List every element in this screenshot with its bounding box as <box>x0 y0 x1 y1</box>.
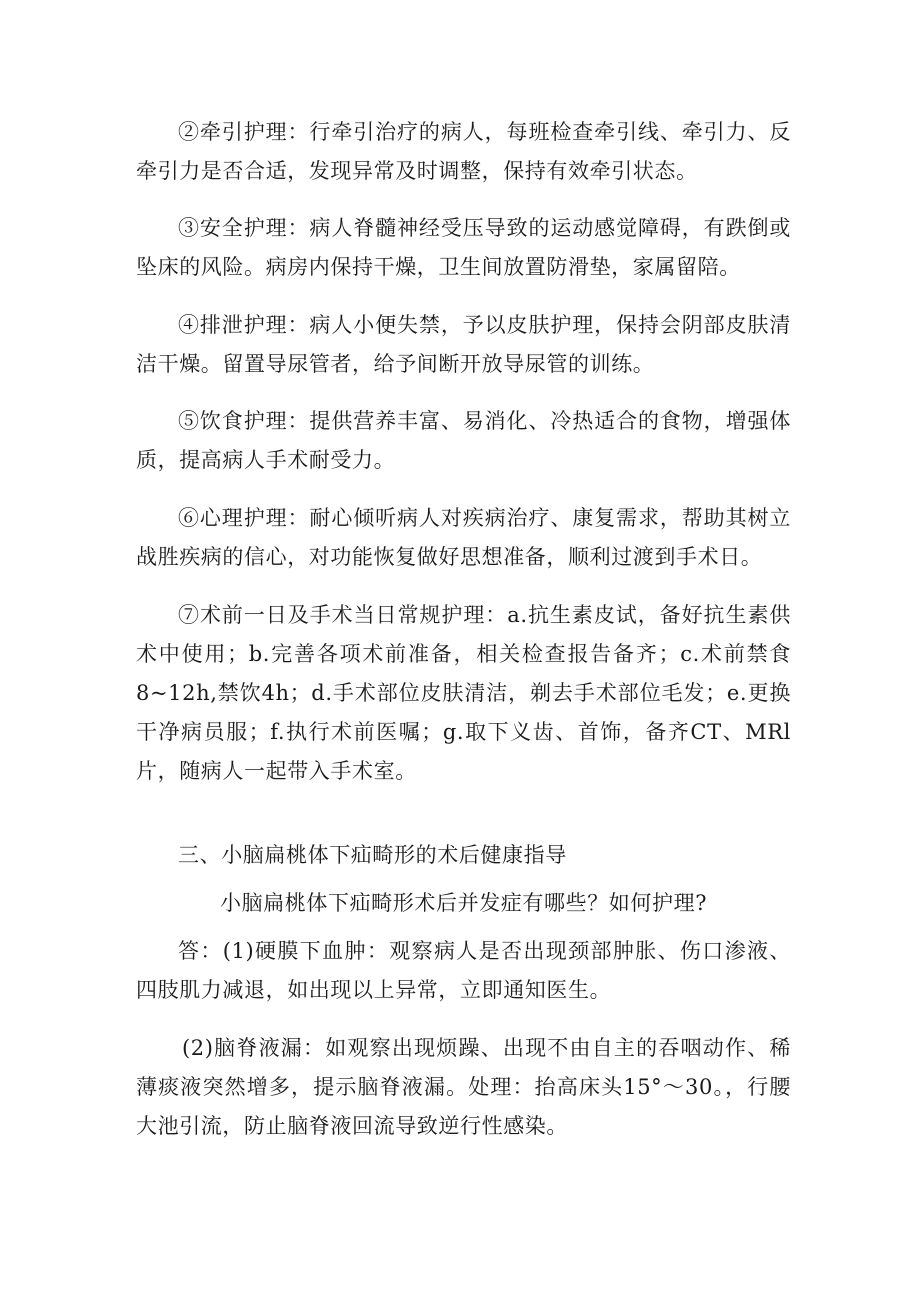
paragraph-safety-care: ③安全护理：病人脊髓神经受压导致的运动感觉障碍，有跌倒或坠床的风险。病房内保持干燥，卫生间放置防滑垫，家属留陪。 <box>136 216 791 279</box>
paragraph-traction-care: ②牵引护理：行牵引治疗的病人，每班检查牵引线、牵引力、反牵引力是否合适，发现异常及时调整，保持有效牵引状态。 <box>136 120 791 183</box>
paragraph-psychological-care: ⑥心理护理：耐心倾听病人对疾病治疗、康复需求，帮助其树立战胜疾病的信心，对功能恢复做好思想准备，顺利过渡到手术日。 <box>136 506 791 569</box>
paragraph-diet-care: ⑤饮食护理：提供营养丰富、易消化、冷热适合的食物，增强体质，提高病人手术耐受力。 <box>136 409 791 472</box>
paragraph-excretion-care: ④排泄护理：病人小便失禁，予以皮肤护理，保持会阴部皮肤清洁干燥。留置导尿管者，给予间断开放导尿管的训练。 <box>136 313 791 376</box>
answer-subdural-hematoma: 答：(1)硬膜下血肿：观察病人是否出现颈部肿胀、伤口渗液、四肢肌力减退，如出现以上异常，立即通知医生。 <box>136 939 791 1002</box>
answer-csf-leak: (2)脑脊液漏：如观察出现烦躁、出现不由自主的吞咽动作、稀薄痰液突然增多，提示脑脊液漏。处理：抬高床头15°～30。，行腰大池引流，防止脑脊液回流导致逆行性感染。 <box>136 1036 791 1138</box>
section-heading: 三、小脑扁桃体下疝畸形的术后健康指导 <box>178 843 567 867</box>
paragraph-preoperative-care: ⑦术前一日及手术当日常规护理：a.抗生素皮试，备好抗生素供术中使用；b.完善各项术前准备，相关检查报告备齐；c.术前禁食8~12h,禁饮4h；d.手术部位皮肤清洁，剃去手术部位毛发；e.更换干净病员服；f.执行术前医嘱；g.取下义齿、首饰，备齐CT、MRl片，随病人一起带入手术室。 <box>136 603 791 783</box>
question-text: 小脑扁桃体下疝畸形术后并发症有哪些？如何护理? <box>220 891 708 915</box>
